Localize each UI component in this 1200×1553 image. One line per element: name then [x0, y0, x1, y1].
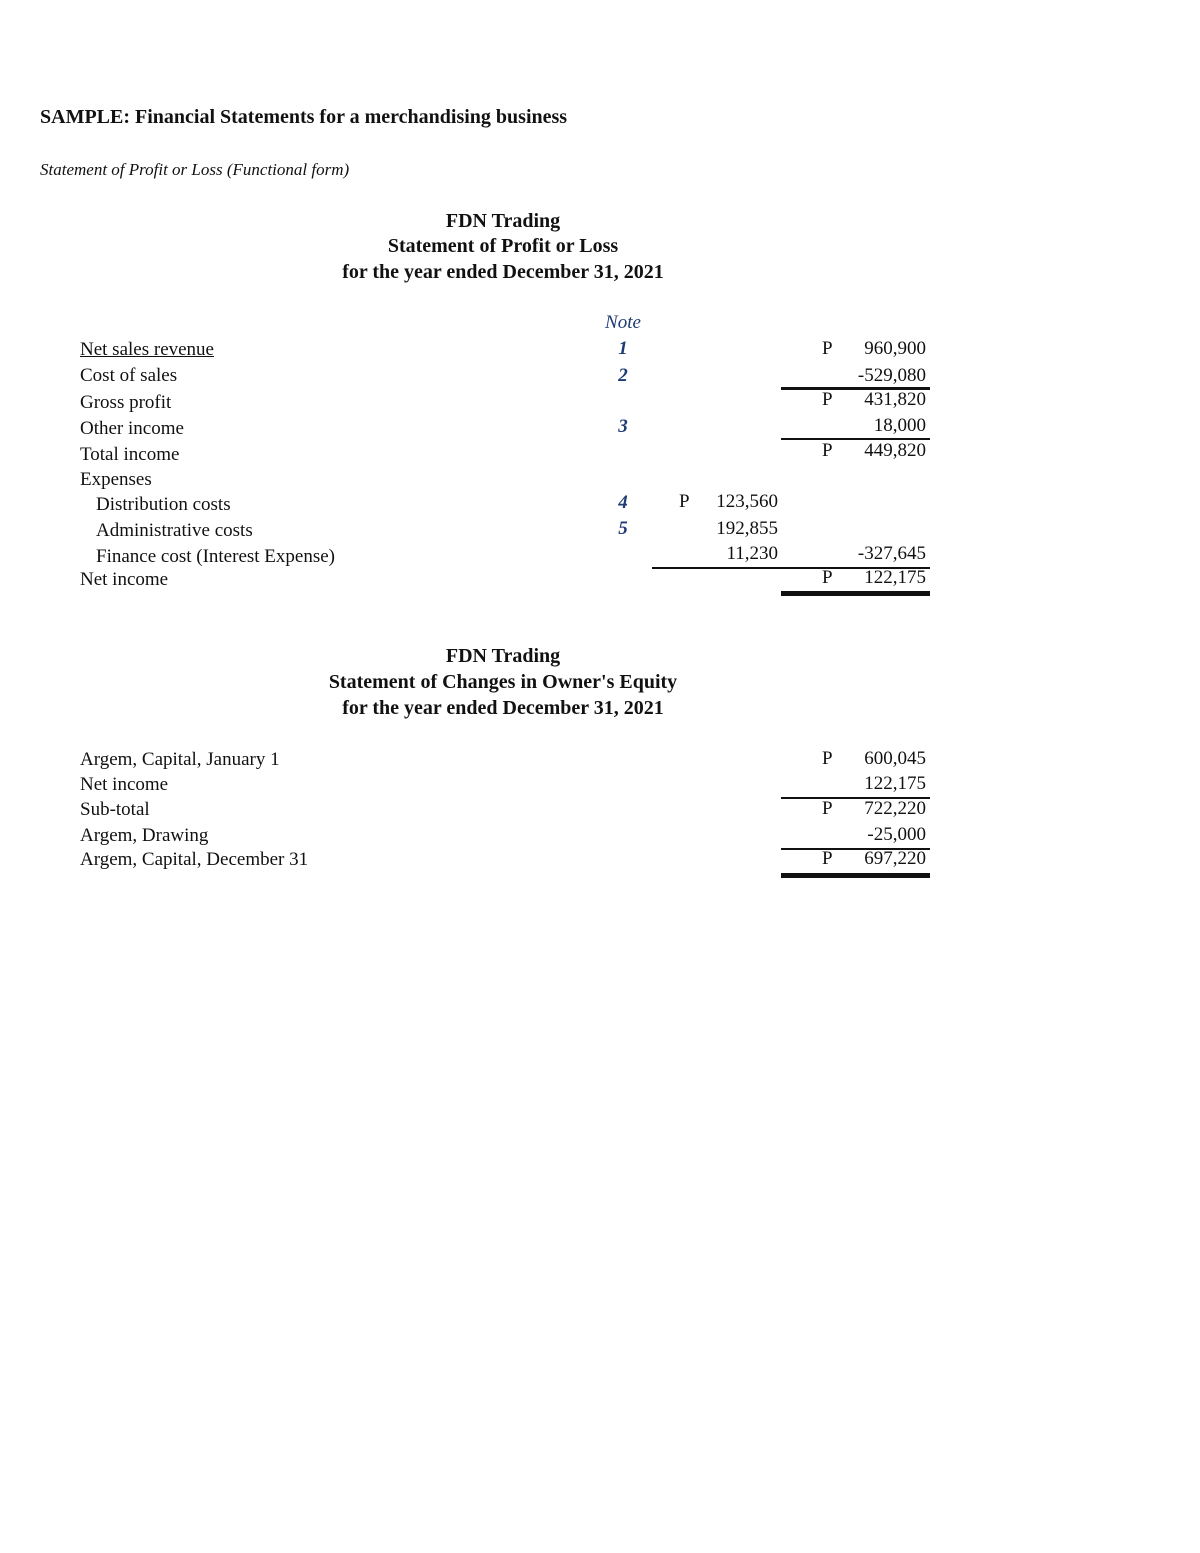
equity-row-total: 697,220 — [864, 848, 926, 869]
note-header: Note — [605, 312, 641, 333]
equity-row-label: Argem, Capital, December 31 — [80, 849, 309, 870]
document-title: SAMPLE: Financial Statements for a merchandising business — [40, 106, 568, 128]
pl-row-note: 3 — [618, 416, 628, 437]
pl-row-total: 431,820 — [864, 389, 926, 410]
currency-symbol: P — [822, 389, 833, 410]
pl-row-total: 122,175 — [864, 567, 926, 588]
currency-symbol: P — [822, 848, 833, 869]
pl-row-note: 2 — [618, 365, 628, 386]
equity-period: for the year ended December 31, 2021 — [342, 697, 664, 719]
equity-company: FDN Trading — [445, 645, 561, 667]
pl-row-label: Gross profit — [80, 392, 172, 413]
pl-row-label: Other income — [80, 418, 184, 439]
currency-symbol: P — [822, 338, 833, 359]
equity-row-total: 722,220 — [864, 798, 926, 819]
pl-row-label: Cost of sales — [80, 365, 178, 386]
pl-row-label: Expenses — [80, 469, 152, 490]
pl-row-label: Net income — [80, 569, 169, 590]
pl-statement-title: Statement of Profit or Loss — [387, 235, 619, 257]
equity-row-total: -25,000 — [867, 824, 926, 845]
equity-statement-title: Statement of Changes in Owner's Equity — [328, 671, 678, 693]
pl-row-total: 18,000 — [873, 415, 926, 436]
equity-row-label: Argem, Capital, January 1 — [80, 749, 280, 770]
pl-row-label: Finance cost (Interest Expense) — [96, 546, 335, 567]
pl-row-amount: 11,230 — [726, 543, 778, 564]
net-sales-label: Net sales revenue — [80, 339, 214, 360]
pl-row-label: Distribution costs — [96, 494, 231, 515]
document-subtitle: Statement of Profit or Loss (Functional form) — [40, 160, 350, 179]
pl-row-amount: 192,855 — [716, 518, 778, 539]
pl-period: for the year ended December 31, 2021 — [342, 261, 664, 283]
currency-symbol: P — [679, 491, 690, 512]
pl-row-note: 1 — [618, 338, 628, 359]
equity-row-label: Argem, Drawing — [80, 825, 209, 846]
currency-symbol: P — [822, 567, 833, 588]
pl-row-total: 960,900 — [864, 338, 926, 359]
equity-row-total: 600,045 — [864, 748, 926, 769]
pl-row-amount: 123,560 — [716, 491, 778, 512]
equity-row-total: 122,175 — [864, 773, 926, 794]
pl-row-label: Total income — [80, 444, 180, 465]
currency-symbol: P — [822, 748, 833, 769]
double-underline — [781, 591, 930, 596]
pl-row-note: 4 — [618, 492, 628, 513]
pl-row-total: 449,820 — [864, 440, 926, 461]
pl-row-label: Administrative costs — [96, 520, 253, 541]
pl-row-total: -327,645 — [857, 543, 926, 564]
currency-symbol: P — [822, 798, 833, 819]
pl-row-label — [80, 339, 214, 361]
pl-company: FDN Trading — [445, 210, 561, 232]
equity-row-label: Net income — [80, 774, 169, 795]
currency-symbol: P — [822, 440, 833, 461]
pl-row-total: -529,080 — [857, 365, 926, 386]
equity-row-label: Sub-total — [80, 799, 150, 820]
pl-row-note: 5 — [618, 518, 628, 539]
double-underline — [781, 873, 930, 878]
